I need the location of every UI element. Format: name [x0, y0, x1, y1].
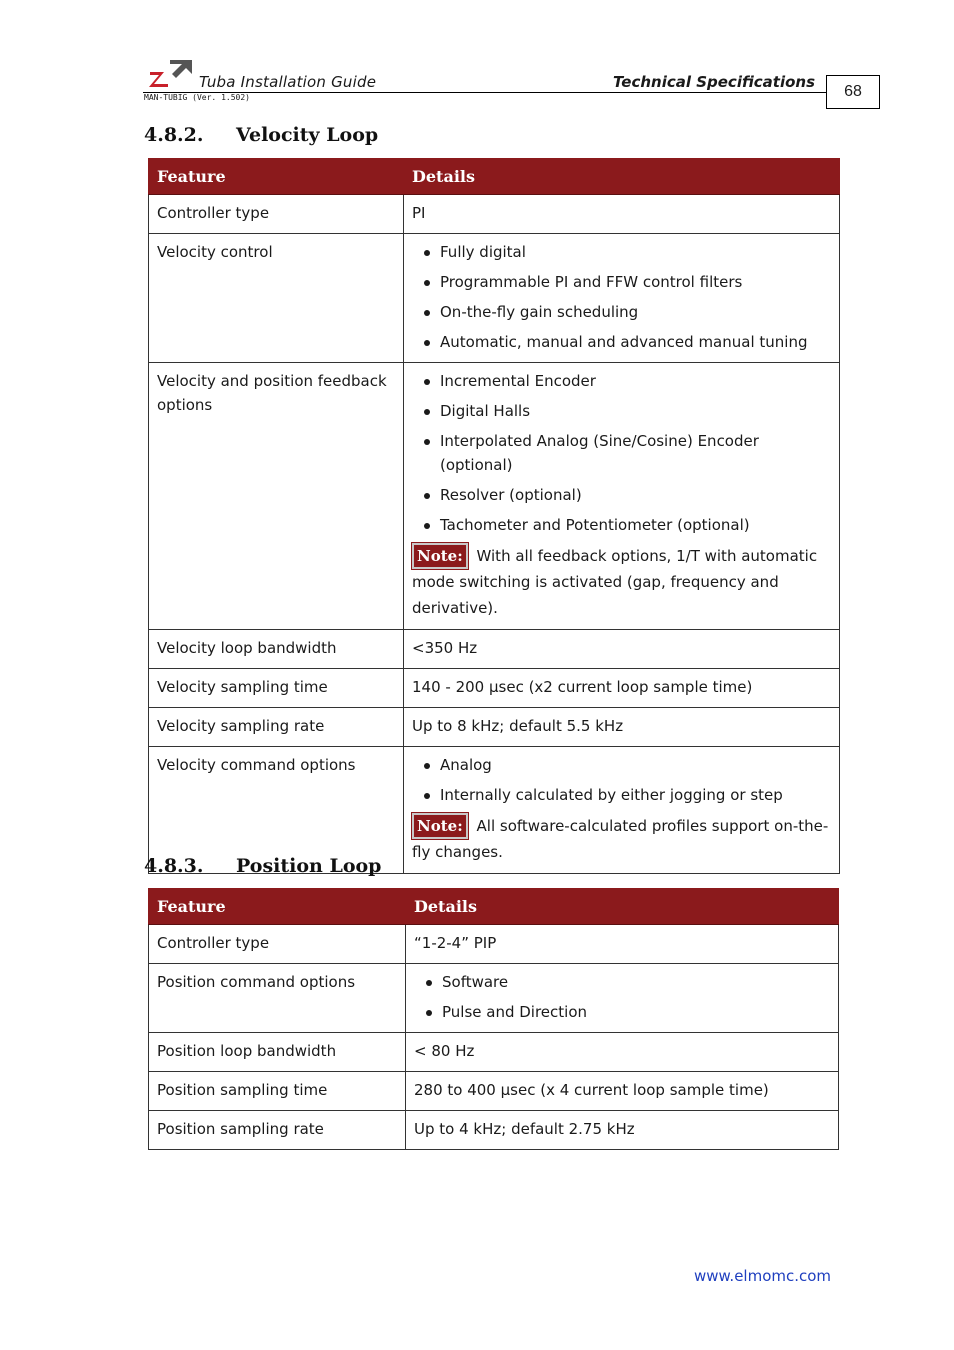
list-item: Fully digital — [412, 240, 831, 264]
bullet-list — [412, 369, 831, 537]
feature-cell: Velocity command options — [149, 747, 404, 874]
list-item: Internally calculated by either jogging or step — [412, 783, 831, 807]
list-item: On-the-fly gain scheduling — [412, 300, 831, 324]
list-item: Software — [414, 970, 830, 994]
details-cell: <350 Hz — [404, 630, 840, 669]
details-cell: “1-2-4” PIP — [406, 925, 839, 964]
list-item: Incremental Encoder — [412, 369, 831, 393]
column-header-details: Details — [404, 159, 840, 195]
list-item: Digital Halls — [412, 399, 831, 423]
details-cell: 140 - 200 µsec (x2 current loop sample time) — [404, 669, 840, 708]
note-paragraph — [412, 813, 831, 865]
details-cell — [404, 747, 840, 874]
position-loop-table — [148, 888, 839, 1150]
table-row — [149, 708, 840, 747]
feature-cell: Position sampling rate — [149, 1111, 406, 1150]
details-cell: 280 to 400 µsec (x 4 current loop sample time) — [406, 1072, 839, 1111]
table-header-row — [149, 889, 839, 925]
feature-cell: Velocity control — [149, 234, 404, 363]
list-item: Analog — [412, 753, 831, 777]
table-row — [149, 1111, 839, 1150]
details-cell — [404, 234, 840, 363]
header-section-title: Technical Specifications — [612, 73, 815, 91]
column-header-feature: Feature — [149, 159, 404, 195]
table-row — [149, 1033, 839, 1072]
page-number: 68 — [826, 75, 880, 109]
feature-cell: Velocity sampling time — [149, 669, 404, 708]
list-item: Automatic, manual and advanced manual tuning — [412, 330, 831, 354]
column-header-details: Details — [406, 889, 839, 925]
table-row — [149, 195, 840, 234]
details-cell: < 80 Hz — [406, 1033, 839, 1072]
details-cell — [406, 964, 839, 1033]
feature-cell: Velocity loop bandwidth — [149, 630, 404, 669]
note-label: Note: — [412, 543, 468, 569]
list-item: Programmable PI and FFW control filters — [412, 270, 831, 294]
feature-cell: Velocity and position feedback options — [149, 363, 404, 630]
section-heading-velocity-loop — [144, 124, 378, 146]
website-link[interactable]: www.elmomc.com — [694, 1267, 832, 1285]
table-row — [149, 630, 840, 669]
note-text: With all feedback options, 1/T with automatic mode switching is activated (gap, frequency and derivative). — [412, 547, 818, 617]
details-cell: Up to 4 kHz; default 2.75 kHz — [406, 1111, 839, 1150]
velocity-loop-table — [148, 158, 840, 874]
table-row — [149, 964, 839, 1033]
note-label: Note: — [412, 813, 468, 839]
table-row — [149, 1072, 839, 1111]
section-number: 4.8.3. — [144, 855, 204, 877]
feature-cell: Velocity sampling rate — [149, 708, 404, 747]
table-row — [149, 925, 839, 964]
table-header-row — [149, 159, 840, 195]
bullet-list — [412, 240, 831, 354]
note-paragraph — [412, 543, 831, 621]
feature-cell: Position loop bandwidth — [149, 1033, 406, 1072]
list-item: Tachometer and Potentiometer (optional) — [412, 513, 831, 537]
section-heading-position-loop — [144, 855, 381, 877]
list-item: Interpolated Analog (Sine/Cosine) Encoder (optional) — [412, 429, 831, 477]
column-header-feature: Feature — [149, 889, 406, 925]
bullet-list — [412, 753, 831, 807]
section-title: Velocity Loop — [236, 124, 379, 146]
bullet-list — [414, 970, 830, 1024]
details-cell: PI — [404, 195, 840, 234]
table-row — [149, 363, 840, 630]
doc-title: Tuba Installation Guide — [199, 73, 377, 91]
table-row — [149, 669, 840, 708]
feature-cell: Position command options — [149, 964, 406, 1033]
section-title: Position Loop — [236, 855, 382, 877]
table-row — [149, 234, 840, 363]
note-text: All software-calculated profiles support on-the-fly changes. — [412, 817, 829, 861]
list-item: Resolver (optional) — [412, 483, 831, 507]
feature-cell: Position sampling time — [149, 1072, 406, 1111]
details-cell: Up to 8 kHz; default 5.5 kHz — [404, 708, 840, 747]
feature-cell: Controller type — [149, 925, 406, 964]
section-number: 4.8.2. — [144, 124, 204, 146]
page-header — [143, 56, 883, 112]
doc-code: MAN-TUBIG (Ver. 1.502) — [144, 93, 250, 102]
details-cell — [404, 363, 840, 630]
list-item: Pulse and Direction — [414, 1000, 830, 1024]
feature-cell: Controller type — [149, 195, 404, 234]
elmo-logo-icon — [148, 58, 192, 88]
